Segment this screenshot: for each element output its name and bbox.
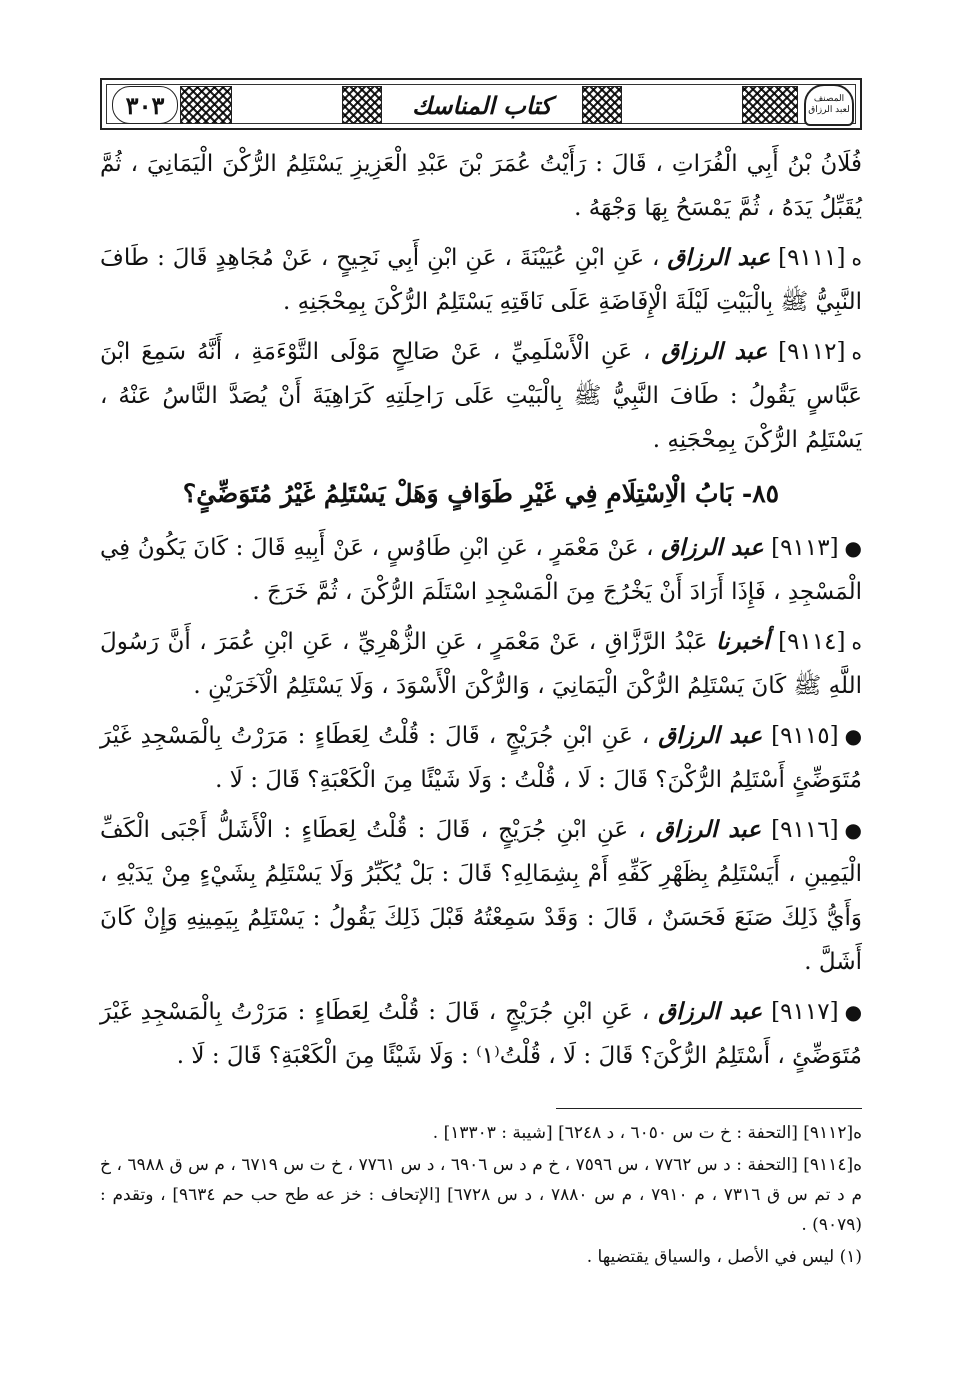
- hadith-marker: ●: [844, 724, 863, 748]
- narrator: عبد الرزاق: [658, 722, 763, 749]
- hadith-paragraph: [100, 714, 862, 802]
- footnote-divider: [556, 1108, 862, 1109]
- book-logo-line: لعبد الرزاق: [808, 105, 850, 115]
- hadith-number: [٩١١٥]: [771, 723, 839, 749]
- hadith-paragraph: [100, 236, 862, 324]
- hadith-marker: ●: [844, 818, 862, 842]
- header-ornament: [180, 86, 232, 124]
- narrator: عبد الرزاق: [667, 244, 771, 271]
- narrator: عبد الرزاق: [658, 998, 763, 1025]
- hadith-paragraph: [100, 330, 862, 462]
- hadith-paragraph: [100, 808, 862, 984]
- hadith-marker: ●: [844, 1000, 863, 1024]
- hadith-marker: ه: [851, 340, 863, 364]
- hadith-text: ، عَنِ ابْنِ جُرَيْجٍ ، قَالَ : قُلْتُ لِعَطَاءٍ : مَرَرْتُ بِالْمَسْجِدِ غَيْرَ مُتَوَضِّئٍ أَسْتَلِمُ الرُّكْنَ؟ قَالَ : لَا ، قُلْتُ : وَلَا شَيْئًا مِنَ الْكَعْبَةِ؟ قَالَ : لَا .: [100, 723, 862, 793]
- footnote: ه[٩١١٤] [التحفة : د س ٧٧٦٢ ، س ٧٥٩٦ ، خ م د س ٦٩٠٦ ، د س ٧٧٦١ ، خ ت س ٦٧١٩ ، م س ق ٦٩٨٨ ، خ م د تم س ق ٧٣١٦ ، م ٧٩١٠ ، م س ٧٨٨٠ ، د س ٦٧٢٨] [الإتحاف : خز عه طح حب حم ٩٦٣٤] ، وتقدم : (٩٠٧٩) .: [100, 1155, 862, 1235]
- narrator: عبد الرزاق: [655, 816, 761, 843]
- main-text: [100, 142, 862, 1084]
- chapter-heading: ٨٥- بَابُ الْاِسْتِلَامِ فِي غَيْرِ طَوَافٍ وَهَلْ يَسْتَلِمُ غَيْرُ مُتَوَضِّئٍ؟: [182, 479, 780, 508]
- hadith-text: فُلَانُ بْنُ أَبِي الْفُرَاتِ ، قَالَ : رَأَيْتُ عُمَرَ بْنَ عَبْدِ الْعَزِيزِ يَسْتَلِمُ الرُّكْنَ الْيَمَانِيَ ، ثُمَّ يُقَبِّلُ يَدَهُ ، ثُمَّ يَمْسَحُ بِهَا وَجْهَهُ .: [100, 151, 862, 221]
- hadith-number: [٩١١٢]: [778, 339, 846, 365]
- hadith-number: [٩١١٧]: [771, 999, 839, 1025]
- header-ornament: [342, 86, 382, 124]
- footnote: (١) ليس في الأصل ، والسياق يقتضيها .: [586, 1247, 862, 1267]
- hadith-number: [٩١١٦]: [771, 817, 839, 843]
- narrator: عبد الرزاق: [661, 338, 768, 365]
- book-logo: [804, 84, 854, 126]
- hadith-text: عَبْدُ الرَّزَّاقِ ، عَنْ مَعْمَرٍ ، عَنِ الزُّهْرِيِّ ، عَنِ ابْنِ عُمَرَ ، أَنَّ رَسُولَ اللَّهِ ﷺ كَانَ يَسْتَلِمُ الرُّكْنَ الْيَمَانِيَ ، وَالرُّكْنَ الْأَسْوَدَ ، وَلَا يَسْتَلِمُ الْآخَرَيْنِ .: [100, 629, 862, 699]
- hadith-number: [٩١١٣]: [771, 535, 839, 561]
- narrator: أخبرنا: [715, 628, 770, 655]
- hadith-text: ، عَنِ ابْنِ جُرَيْجٍ ، قَالَ : قُلْتُ لِعَطَاءٍ : مَرَرْتُ بِالْمَسْجِدِ غَيْرَ مُتَوَضِّئٍ ، أَسْتَلِمُ الرُّكْنَ؟ قَالَ : لَا ، قُلْتُ⁽١⁾ : وَلَا شَيْئًا مِنَ الْكَعْبَةِ؟ قَالَ : لَا .: [100, 999, 862, 1069]
- book-logo-line: المصنف: [813, 94, 845, 104]
- hadith-paragraph: [100, 142, 862, 230]
- hadith-paragraph: [100, 526, 862, 614]
- footnotes: [100, 1118, 862, 1274]
- running-title: كتاب المناسك: [412, 90, 552, 120]
- hadith-text: ، عَنِ الْأَسْلَمِيِّ ، عَنْ صَالِحٍ مَوْلَى التَّوْءَمَةِ ، أَنَّهُ سَمِعَ ابْنَ عَبَّاسٍ يَقُولُ : طَافَ النَّبِيُّ ﷺ بِالْبَيْتِ عَلَى رَاحِلَتِهِ كَرَاهِيَةَ أَنْ يُصَدَّ النَّاسُ عَنْهُ ، يَسْتَلِمُ الرُّكْنَ بِمِحْجَنِهِ .: [100, 339, 862, 453]
- header-ornament: [582, 86, 622, 124]
- hadith-paragraph: [100, 620, 862, 708]
- hadith-text: ، عَنِ ابْنِ عُيَيْنَةَ ، عَنِ ابْنِ أَبِي نَجِيحٍ ، عَنْ مُجَاهِدٍ قَالَ : طَافَ النَّبِيُّ ﷺ بِالْبَيْتِ لَيْلَةَ الْإِفَاضَةِ عَلَى نَاقَتِهِ يَسْتَلِمُ الرُّكْنَ بِمِحْجَنِهِ .: [100, 245, 862, 315]
- hadith-paragraph: [100, 990, 862, 1078]
- page-number: ٣٠٣: [112, 86, 178, 124]
- hadith-marker: ه: [851, 630, 863, 654]
- hadith-text: ، عَنْ مَعْمَرٍ ، عَنِ ابْنِ طَاوُسٍ ، عَنْ أَبِيهِ قَالَ : كَانَ يَكُونُ فِي الْمَسْجِدِ ، فَإِذَا أَرَادَ أَنْ يَخْرُجَ مِنَ الْمَسْجِدِ اسْتَلَمَ الرُّكْنَ ، ثُمَّ خَرَجَ .: [100, 535, 862, 605]
- header-ornament: [742, 86, 798, 124]
- hadith-marker: ●: [844, 536, 862, 560]
- narrator: عبد الرزاق: [661, 534, 764, 561]
- hadith-number: [٩١١١]: [778, 245, 846, 271]
- hadith-marker: ه: [851, 246, 862, 270]
- hadith-text: ، عَنِ ابْنِ جُرَيْجٍ ، قَالَ : قُلْتُ لِعَطَاءٍ : الْأَشَلُّ أَجْبَى الْكَفِّ الْيَمِينِ ، أَيَسْتَلِمُ بِظَهْرِ كَفِّهِ أَمْ بِشِمَالِهِ؟ قَالَ : بَلْ يُكَبِّرُ وَلَا يَسْتَلِمُ بِشَيْءٍ مِنْ يَدَيْهِ ، وَأَيُّ ذَلِكَ صَنَعَ فَحَسَنٌ ، قَالَ : وَقَدْ سَمِعْتُهُ قَبْلَ ذَلِكَ يَقُولُ : يَسْتَلِمُ بِيَمِينِهِ وَإِنْ كَانَ أَشَلَّ .: [100, 817, 862, 975]
- page-header: [100, 78, 862, 130]
- footnote: ه[٩١١٢] [التحفة : خ ت س ٦٠٥٠ ، د ٦٢٤٨] [شيبة : ١٣٣٠٣] .: [432, 1123, 862, 1143]
- hadith-number: [٩١١٤]: [778, 629, 846, 655]
